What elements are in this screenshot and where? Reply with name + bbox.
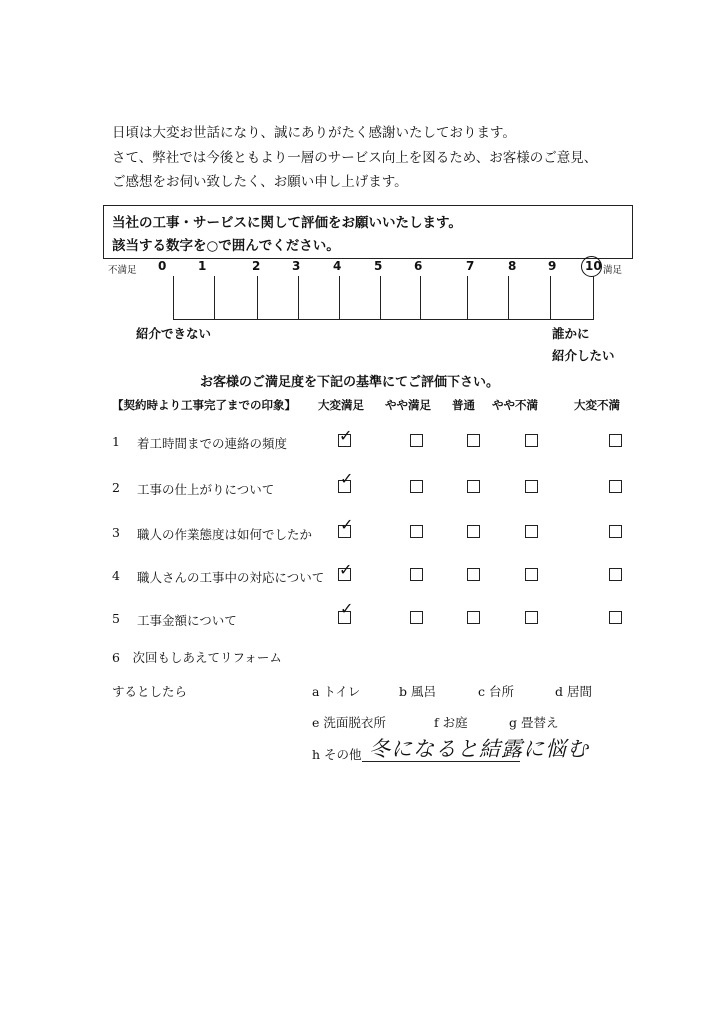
option-g-tatami[interactable]: g 畳替え [509,715,559,730]
scale-high-caption-1: 誰かに [552,326,590,341]
selected-circle [581,256,602,277]
question-3-text: 職人の作業態度は如何でしたか [137,527,313,542]
intro-line-2: さて、弊社では今後ともより一層のサービス向上を図るため、お客様のご意見、 [112,150,598,166]
scale-tick [467,276,468,320]
checkbox-q5-somewhat-dissatisfied[interactable] [525,611,538,624]
checkbox-q2-somewhat-satisfied[interactable] [410,480,423,493]
scale-number-5[interactable]: 5 [374,259,383,273]
checkbox-q3-somewhat-satisfied[interactable] [410,525,423,538]
question-6-line-1: 6 次回もしあえてリフォーム [112,650,282,665]
checkbox-q4-somewhat-satisfied[interactable] [410,568,423,581]
other-answer-underline [362,761,520,762]
check-mark-icon: ✓ [340,469,354,488]
scale-tick [214,276,215,320]
scale-number-8[interactable]: 8 [508,259,517,273]
option-d-living[interactable]: d 居間 [555,684,592,699]
scale-number-0[interactable]: 0 [158,259,167,273]
checkbox-q1-somewhat-satisfied[interactable] [410,434,423,447]
request-line-1: 当社の工事・サービスに関して評価をお願いいたします。 [112,215,462,231]
scale-right-label: 満足 [603,265,623,276]
intro-line-1: 日頃は大変お世話になり、誠にありがたく感謝いたしております。 [112,125,516,141]
option-c-kitchen[interactable]: c 台所 [478,684,514,699]
scale-baseline [173,319,594,320]
option-h-other-answer[interactable]: 冬になると結露に悩む [369,737,589,761]
checkbox-q1-somewhat-dissatisfied[interactable] [525,434,538,447]
check-mark-icon: ✓ [340,599,354,618]
scale-tick [339,276,340,320]
question-4-text: 職人さんの工事中の対応について [137,570,325,585]
question-5-number: 5 [112,611,120,626]
scale-number-3[interactable]: 3 [292,259,301,273]
request-line-2: 該当する数字を○で囲んでください。 [112,238,340,254]
scale-number-1[interactable]: 1 [198,259,207,273]
checkbox-q3-neutral[interactable] [467,525,480,538]
col-header-very-dissatisfied: 大変不満 [574,398,620,412]
checkbox-q2-somewhat-dissatisfied[interactable] [525,480,538,493]
option-a-toilet[interactable]: a トイレ [312,684,361,699]
scale-low-caption: 紹介できない [136,326,212,341]
scale-high-caption-2: 紹介したい [552,348,615,363]
scale-tick [593,276,594,320]
col-header-very-satisfied: 大変満足 [318,398,364,412]
checkbox-q5-very-dissatisfied[interactable] [609,611,622,624]
scale-number-7[interactable]: 7 [466,259,475,273]
question-2-text: 工事の仕上がりについて [137,482,275,497]
question-4-number: 4 [112,568,120,583]
question-2-number: 2 [112,480,120,495]
scale-tick [508,276,509,320]
scale-tick [173,276,174,320]
check-mark-icon: ✓ [340,515,354,534]
question-1-number: 1 [112,434,120,449]
col-header-neutral: 普通 [452,398,475,412]
scale-tick [550,276,551,320]
checkbox-q1-very-dissatisfied[interactable] [609,434,622,447]
survey-title: お客様のご満足度を下記の基準にてご評価下さい。 [200,375,500,390]
scale-number-10[interactable]: 10 [585,259,602,273]
checkbox-q4-very-dissatisfied[interactable] [609,568,622,581]
checkbox-q4-neutral[interactable] [467,568,480,581]
question-6-line-2: するとしたら [112,684,188,699]
scale-tick [298,276,299,320]
option-e-washroom[interactable]: e 洗面脱衣所 [312,715,386,730]
question-1-text: 着工時間までの連絡の頻度 [137,436,288,451]
option-b-bath[interactable]: b 風呂 [399,684,436,699]
checkbox-q2-very-dissatisfied[interactable] [609,480,622,493]
scale-number-2[interactable]: 2 [252,259,261,273]
request-box [103,205,633,259]
scale-tick [257,276,258,320]
scale-number-4[interactable]: 4 [333,259,342,273]
checkbox-q2-neutral[interactable] [467,480,480,493]
question-5-text: 工事金額について [137,613,237,628]
scale-number-6[interactable]: 6 [414,259,423,273]
option-h-other-label: h その他 [312,747,362,762]
scale-number-9[interactable]: 9 [548,259,557,273]
scale-left-label: 不満足 [108,265,137,276]
check-mark-icon: ✓ [339,560,353,579]
checkbox-q1-neutral[interactable] [467,434,480,447]
option-f-garden[interactable]: f お庭 [434,715,468,730]
scale-tick [380,276,381,320]
checkbox-q5-neutral[interactable] [467,611,480,624]
col-header-somewhat-satisfied: やや満足 [385,398,431,412]
checkbox-q3-somewhat-dissatisfied[interactable] [525,525,538,538]
checkbox-q5-somewhat-satisfied[interactable] [410,611,423,624]
intro-line-3: ご感想をお伺い致したく、お願い申し上げます。 [112,174,408,190]
checkbox-q4-somewhat-dissatisfied[interactable] [525,568,538,581]
scale-tick [420,276,421,320]
col-header-somewhat-dissatisfied: やや不満 [492,398,538,412]
check-mark-icon: ✓ [339,426,353,445]
question-3-number: 3 [112,525,120,540]
checkbox-q3-very-dissatisfied[interactable] [609,525,622,538]
section-header: 【契約時より工事完了までの印象】 [112,398,296,412]
